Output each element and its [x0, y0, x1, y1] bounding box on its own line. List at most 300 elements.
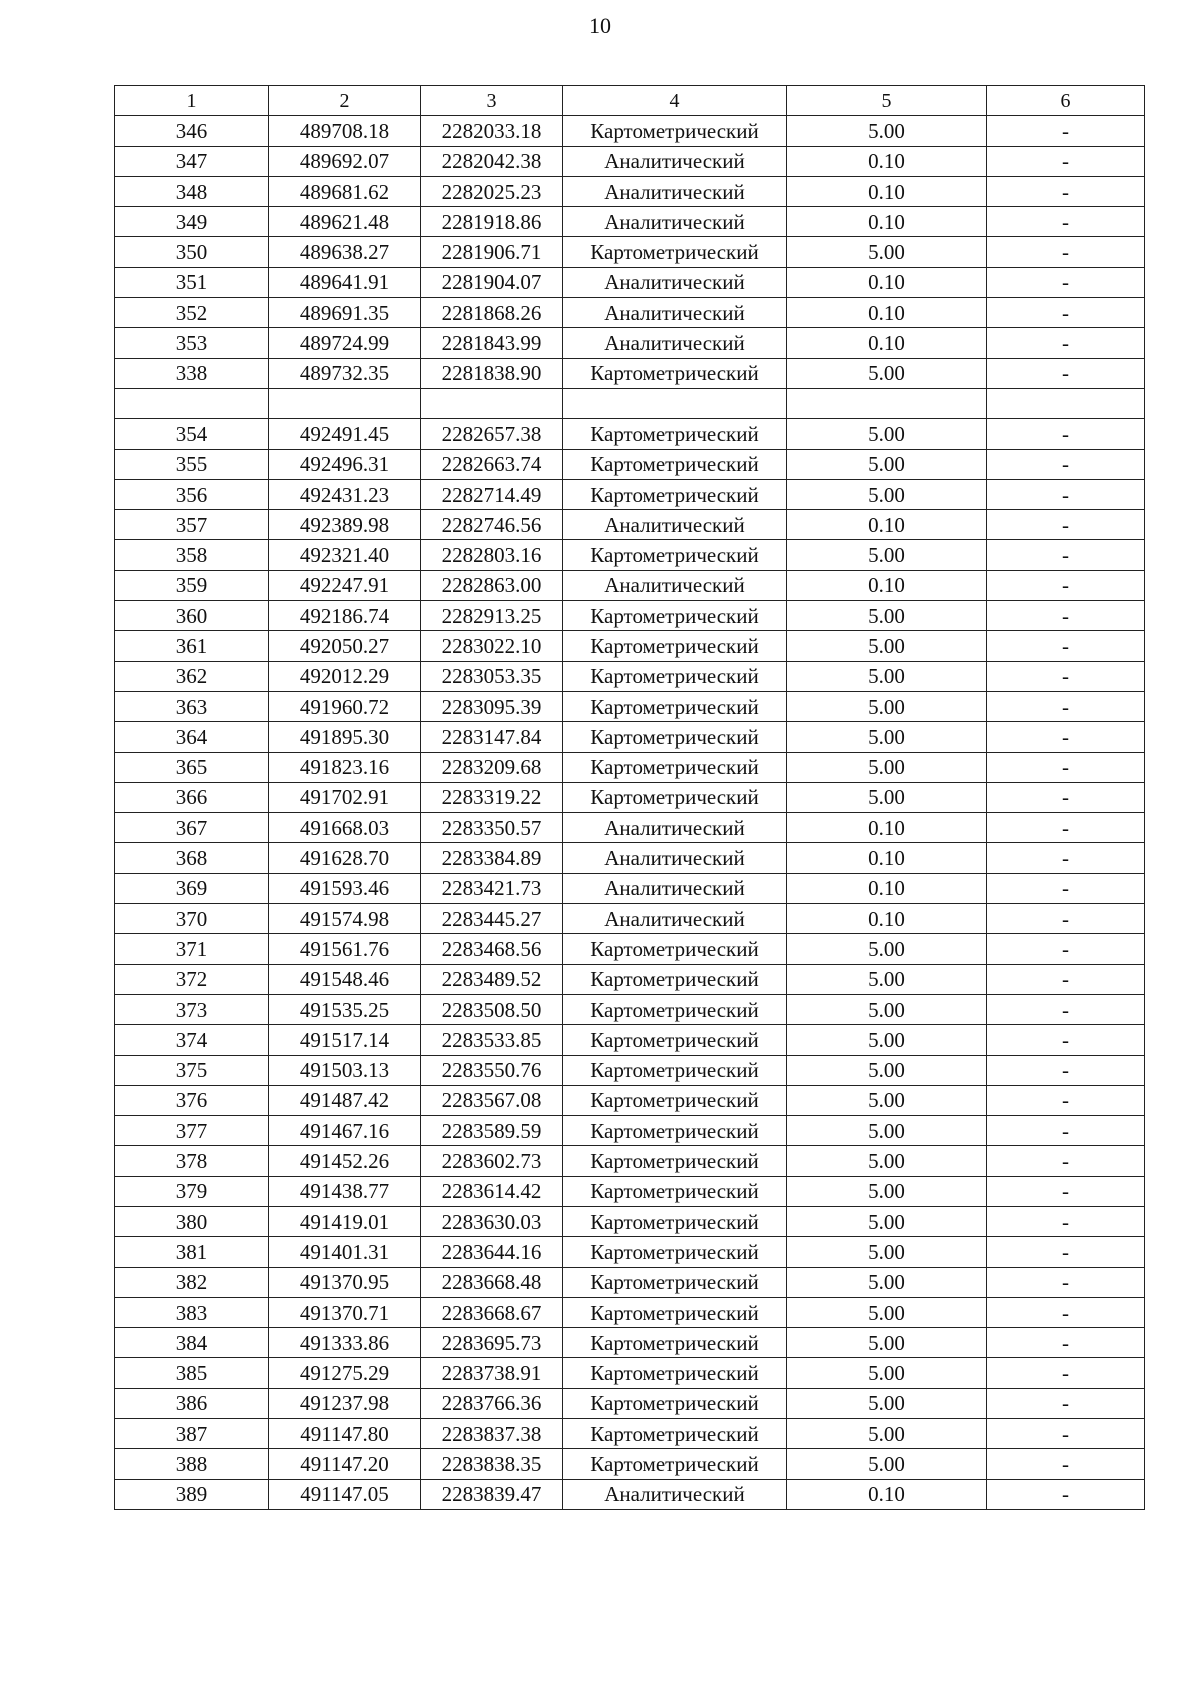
method-cell: Аналитический	[563, 510, 787, 540]
point-number-cell: 386	[115, 1388, 269, 1418]
x-coordinate-cell: 491503.13	[269, 1055, 421, 1085]
table-row	[115, 934, 1145, 964]
table-row	[115, 1267, 1145, 1297]
y-coordinate-cell: 2283838.35	[421, 1449, 563, 1479]
table-row	[115, 843, 1145, 873]
method-cell: Картометрический	[563, 1419, 787, 1449]
table-row	[115, 1358, 1145, 1388]
y-coordinate-cell: 2283695.73	[421, 1328, 563, 1358]
x-coordinate-cell: 491895.30	[269, 722, 421, 752]
accuracy-cell: 5.00	[787, 1055, 987, 1085]
note-cell: -	[987, 722, 1145, 752]
table-row	[115, 479, 1145, 509]
method-cell: Картометрический	[563, 1176, 787, 1206]
y-coordinate-cell: 2283147.84	[421, 722, 563, 752]
y-coordinate-cell: 2283350.57	[421, 813, 563, 843]
x-coordinate-cell: 492012.29	[269, 661, 421, 691]
y-coordinate-cell: 2283839.47	[421, 1479, 563, 1509]
y-coordinate-cell: 2282913.25	[421, 601, 563, 631]
point-number-cell: 372	[115, 964, 269, 994]
x-coordinate-cell: 491628.70	[269, 843, 421, 873]
table-row	[115, 813, 1145, 843]
note-cell: -	[987, 207, 1145, 237]
method-cell: Аналитический	[563, 176, 787, 206]
note-cell: -	[987, 1116, 1145, 1146]
y-coordinate-cell: 2282746.56	[421, 510, 563, 540]
accuracy-cell: 5.00	[787, 1116, 987, 1146]
table-row	[115, 540, 1145, 570]
table-row	[115, 1055, 1145, 1085]
point-number-cell: 377	[115, 1116, 269, 1146]
method-cell: Аналитический	[563, 904, 787, 934]
table-row	[115, 1206, 1145, 1236]
table-row	[115, 661, 1145, 691]
accuracy-cell: 5.00	[787, 752, 987, 782]
method-cell: Картометрический	[563, 540, 787, 570]
x-coordinate-cell: 492496.31	[269, 449, 421, 479]
y-coordinate-cell: 2282863.00	[421, 570, 563, 600]
table-row	[115, 601, 1145, 631]
note-cell: -	[987, 419, 1145, 449]
table-row	[115, 1297, 1145, 1327]
table-row	[115, 328, 1145, 358]
note-cell: -	[987, 904, 1145, 934]
table-row	[115, 873, 1145, 903]
accuracy-cell: 5.00	[787, 691, 987, 721]
accuracy-cell: 5.00	[787, 601, 987, 631]
table-row	[115, 904, 1145, 934]
x-coordinate-cell: 492186.74	[269, 601, 421, 631]
note-cell: -	[987, 691, 1145, 721]
y-coordinate-cell: 2283421.73	[421, 873, 563, 903]
point-number-cell: 370	[115, 904, 269, 934]
accuracy-cell: 0.10	[787, 1479, 987, 1509]
note-cell: -	[987, 1055, 1145, 1085]
column-header: 4	[563, 86, 787, 116]
accuracy-cell	[787, 388, 987, 418]
note-cell: -	[987, 1146, 1145, 1176]
accuracy-cell: 5.00	[787, 722, 987, 752]
column-header: 6	[987, 86, 1145, 116]
table-row	[115, 358, 1145, 388]
x-coordinate-cell: 491535.25	[269, 994, 421, 1024]
y-coordinate-cell: 2283589.59	[421, 1116, 563, 1146]
point-number-cell: 348	[115, 176, 269, 206]
y-coordinate-cell: 2281868.26	[421, 298, 563, 328]
point-number-cell: 356	[115, 479, 269, 509]
accuracy-cell: 5.00	[787, 661, 987, 691]
note-cell: -	[987, 601, 1145, 631]
y-coordinate-cell: 2283738.91	[421, 1358, 563, 1388]
x-coordinate-cell: 491147.80	[269, 1419, 421, 1449]
accuracy-cell: 5.00	[787, 1297, 987, 1327]
note-cell: -	[987, 964, 1145, 994]
table-row	[115, 1176, 1145, 1206]
method-cell: Аналитический	[563, 146, 787, 176]
method-cell: Картометрический	[563, 1116, 787, 1146]
point-number-cell	[115, 388, 269, 418]
note-cell: -	[987, 449, 1145, 479]
table-row	[115, 237, 1145, 267]
accuracy-cell: 5.00	[787, 782, 987, 812]
accuracy-cell: 5.00	[787, 540, 987, 570]
column-header: 5	[787, 86, 987, 116]
point-number-cell: 360	[115, 601, 269, 631]
accuracy-cell: 0.10	[787, 176, 987, 206]
point-number-cell: 368	[115, 843, 269, 873]
method-cell: Аналитический	[563, 843, 787, 873]
note-cell: -	[987, 1267, 1145, 1297]
x-coordinate-cell: 491960.72	[269, 691, 421, 721]
method-cell: Картометрический	[563, 1206, 787, 1236]
table-row	[115, 146, 1145, 176]
x-coordinate-cell: 491467.16	[269, 1116, 421, 1146]
y-coordinate-cell: 2283209.68	[421, 752, 563, 782]
x-coordinate-cell: 489691.35	[269, 298, 421, 328]
point-number-cell: 388	[115, 1449, 269, 1479]
table-row	[115, 267, 1145, 297]
point-number-cell: 351	[115, 267, 269, 297]
note-cell: -	[987, 873, 1145, 903]
method-cell: Картометрический	[563, 358, 787, 388]
x-coordinate-cell: 491702.91	[269, 782, 421, 812]
accuracy-cell: 5.00	[787, 1176, 987, 1206]
point-number-cell: 371	[115, 934, 269, 964]
accuracy-cell: 5.00	[787, 1025, 987, 1055]
accuracy-cell: 5.00	[787, 1206, 987, 1236]
point-number-cell: 383	[115, 1297, 269, 1327]
accuracy-cell: 0.10	[787, 843, 987, 873]
y-coordinate-cell: 2282042.38	[421, 146, 563, 176]
accuracy-cell: 5.00	[787, 1146, 987, 1176]
accuracy-cell: 0.10	[787, 298, 987, 328]
method-cell: Картометрический	[563, 1358, 787, 1388]
y-coordinate-cell: 2282714.49	[421, 479, 563, 509]
method-cell: Аналитический	[563, 267, 787, 297]
y-coordinate-cell: 2281906.71	[421, 237, 563, 267]
point-number-cell: 376	[115, 1085, 269, 1115]
method-cell: Аналитический	[563, 328, 787, 358]
x-coordinate-cell: 489692.07	[269, 146, 421, 176]
method-cell: Картометрический	[563, 1146, 787, 1176]
note-cell: -	[987, 540, 1145, 570]
method-cell: Картометрический	[563, 934, 787, 964]
x-coordinate-cell: 491147.20	[269, 1449, 421, 1479]
accuracy-cell: 5.00	[787, 631, 987, 661]
point-number-cell: 381	[115, 1237, 269, 1267]
table-row	[115, 1025, 1145, 1055]
method-cell: Картометрический	[563, 1055, 787, 1085]
method-cell: Картометрический	[563, 1085, 787, 1115]
note-cell: -	[987, 570, 1145, 600]
point-number-cell: 373	[115, 994, 269, 1024]
table-row	[115, 782, 1145, 812]
point-number-cell: 369	[115, 873, 269, 903]
point-number-cell: 374	[115, 1025, 269, 1055]
method-cell: Картометрический	[563, 1297, 787, 1327]
table-row	[115, 176, 1145, 206]
note-cell: -	[987, 1025, 1145, 1055]
accuracy-cell: 5.00	[787, 449, 987, 479]
note-cell: -	[987, 1206, 1145, 1236]
note-cell: -	[987, 1176, 1145, 1206]
table-row	[115, 1328, 1145, 1358]
point-number-cell: 347	[115, 146, 269, 176]
table-row	[115, 1419, 1145, 1449]
y-coordinate-cell: 2283644.16	[421, 1237, 563, 1267]
accuracy-cell: 5.00	[787, 479, 987, 509]
table-row	[115, 691, 1145, 721]
method-cell: Картометрический	[563, 449, 787, 479]
accuracy-cell: 5.00	[787, 934, 987, 964]
table-row	[115, 964, 1145, 994]
x-coordinate-cell: 489641.91	[269, 267, 421, 297]
method-cell: Картометрический	[563, 1237, 787, 1267]
point-number-cell: 349	[115, 207, 269, 237]
note-cell: -	[987, 1479, 1145, 1509]
point-number-cell: 338	[115, 358, 269, 388]
x-coordinate-cell: 491370.95	[269, 1267, 421, 1297]
point-number-cell: 350	[115, 237, 269, 267]
table-row	[115, 1146, 1145, 1176]
x-coordinate-cell: 489724.99	[269, 328, 421, 358]
point-number-cell: 362	[115, 661, 269, 691]
accuracy-cell: 5.00	[787, 116, 987, 146]
point-number-cell: 352	[115, 298, 269, 328]
accuracy-cell: 5.00	[787, 358, 987, 388]
note-cell: -	[987, 1358, 1145, 1388]
point-number-cell: 346	[115, 116, 269, 146]
y-coordinate-cell: 2283668.48	[421, 1267, 563, 1297]
note-cell	[987, 388, 1145, 418]
accuracy-cell: 5.00	[787, 1358, 987, 1388]
method-cell: Аналитический	[563, 873, 787, 903]
y-coordinate-cell: 2283837.38	[421, 1419, 563, 1449]
x-coordinate-cell: 491548.46	[269, 964, 421, 994]
x-coordinate-cell: 491668.03	[269, 813, 421, 843]
accuracy-cell: 5.00	[787, 1419, 987, 1449]
accuracy-cell: 0.10	[787, 570, 987, 600]
x-coordinate-cell: 492050.27	[269, 631, 421, 661]
accuracy-cell: 0.10	[787, 904, 987, 934]
y-coordinate-cell: 2281904.07	[421, 267, 563, 297]
x-coordinate-cell: 491517.14	[269, 1025, 421, 1055]
x-coordinate-cell: 491561.76	[269, 934, 421, 964]
point-number-cell: 378	[115, 1146, 269, 1176]
note-cell: -	[987, 1297, 1145, 1327]
method-cell: Картометрический	[563, 752, 787, 782]
method-cell: Аналитический	[563, 570, 787, 600]
method-cell: Картометрический	[563, 722, 787, 752]
note-cell: -	[987, 176, 1145, 206]
y-coordinate-cell: 2283508.50	[421, 994, 563, 1024]
x-coordinate-cell: 491147.05	[269, 1479, 421, 1509]
note-cell: -	[987, 994, 1145, 1024]
column-header: 2	[269, 86, 421, 116]
table-row	[115, 388, 1145, 418]
table-row	[115, 722, 1145, 752]
note-cell: -	[987, 843, 1145, 873]
table-row	[115, 1479, 1145, 1509]
note-cell: -	[987, 631, 1145, 661]
y-coordinate-cell: 2283022.10	[421, 631, 563, 661]
point-number-cell: 363	[115, 691, 269, 721]
table-row	[115, 1449, 1145, 1479]
method-cell: Картометрический	[563, 1025, 787, 1055]
note-cell: -	[987, 358, 1145, 388]
table-row	[115, 116, 1145, 146]
method-cell: Картометрический	[563, 1267, 787, 1297]
table-row	[115, 298, 1145, 328]
method-cell: Картометрический	[563, 1328, 787, 1358]
table-row	[115, 1085, 1145, 1115]
accuracy-cell: 0.10	[787, 328, 987, 358]
accuracy-cell: 0.10	[787, 813, 987, 843]
y-coordinate-cell: 2281843.99	[421, 328, 563, 358]
table-header-row	[115, 86, 1145, 116]
y-coordinate-cell: 2283766.36	[421, 1388, 563, 1418]
x-coordinate-cell: 489708.18	[269, 116, 421, 146]
method-cell: Картометрический	[563, 419, 787, 449]
column-header: 1	[115, 86, 269, 116]
point-number-cell: 357	[115, 510, 269, 540]
point-number-cell: 380	[115, 1206, 269, 1236]
accuracy-cell: 5.00	[787, 1388, 987, 1418]
note-cell: -	[987, 813, 1145, 843]
y-coordinate-cell: 2283384.89	[421, 843, 563, 873]
table-row	[115, 1388, 1145, 1418]
point-number-cell: 361	[115, 631, 269, 661]
point-number-cell: 385	[115, 1358, 269, 1388]
accuracy-cell: 0.10	[787, 873, 987, 903]
x-coordinate-cell: 489621.48	[269, 207, 421, 237]
table-row	[115, 1237, 1145, 1267]
x-coordinate-cell: 491593.46	[269, 873, 421, 903]
point-number-cell: 382	[115, 1267, 269, 1297]
method-cell: Картометрический	[563, 1388, 787, 1418]
point-number-cell: 359	[115, 570, 269, 600]
method-cell: Аналитический	[563, 207, 787, 237]
point-number-cell: 379	[115, 1176, 269, 1206]
x-coordinate-cell: 491452.26	[269, 1146, 421, 1176]
y-coordinate-cell: 2281838.90	[421, 358, 563, 388]
point-number-cell: 375	[115, 1055, 269, 1085]
table-row	[115, 207, 1145, 237]
x-coordinate-cell: 489638.27	[269, 237, 421, 267]
x-coordinate-cell: 491237.98	[269, 1388, 421, 1418]
point-number-cell: 387	[115, 1419, 269, 1449]
y-coordinate-cell: 2282663.74	[421, 449, 563, 479]
note-cell: -	[987, 146, 1145, 176]
method-cell: Картометрический	[563, 661, 787, 691]
accuracy-cell: 5.00	[787, 419, 987, 449]
page-number: 10	[589, 13, 611, 38]
table-row	[115, 570, 1145, 600]
y-coordinate-cell: 2283602.73	[421, 1146, 563, 1176]
accuracy-cell: 5.00	[787, 964, 987, 994]
accuracy-cell: 5.00	[787, 1449, 987, 1479]
accuracy-cell: 5.00	[787, 1328, 987, 1358]
accuracy-cell: 5.00	[787, 1237, 987, 1267]
y-coordinate-cell: 2283445.27	[421, 904, 563, 934]
note-cell: -	[987, 510, 1145, 540]
point-number-cell: 366	[115, 782, 269, 812]
point-number-cell: 354	[115, 419, 269, 449]
table-row	[115, 752, 1145, 782]
y-coordinate-cell	[421, 388, 563, 418]
method-cell: Картометрический	[563, 116, 787, 146]
note-cell: -	[987, 661, 1145, 691]
y-coordinate-cell: 2282803.16	[421, 540, 563, 570]
note-cell: -	[987, 1237, 1145, 1267]
note-cell: -	[987, 1449, 1145, 1479]
point-number-cell: 364	[115, 722, 269, 752]
table-row	[115, 510, 1145, 540]
x-coordinate-cell: 491401.31	[269, 1237, 421, 1267]
note-cell: -	[987, 116, 1145, 146]
accuracy-cell: 5.00	[787, 237, 987, 267]
point-number-cell: 384	[115, 1328, 269, 1358]
x-coordinate-cell: 492247.91	[269, 570, 421, 600]
method-cell: Картометрический	[563, 631, 787, 661]
table-row	[115, 1116, 1145, 1146]
note-cell: -	[987, 328, 1145, 358]
x-coordinate-cell: 491370.71	[269, 1297, 421, 1327]
note-cell: -	[987, 934, 1145, 964]
accuracy-cell: 5.00	[787, 1267, 987, 1297]
note-cell: -	[987, 1328, 1145, 1358]
y-coordinate-cell: 2283668.67	[421, 1297, 563, 1327]
note-cell: -	[987, 267, 1145, 297]
y-coordinate-cell: 2283468.56	[421, 934, 563, 964]
accuracy-cell: 0.10	[787, 207, 987, 237]
coordinates-table-body	[115, 86, 1145, 1510]
x-coordinate-cell: 492389.98	[269, 510, 421, 540]
table-row	[115, 419, 1145, 449]
point-number-cell: 355	[115, 449, 269, 479]
y-coordinate-cell: 2283533.85	[421, 1025, 563, 1055]
method-cell: Картометрический	[563, 479, 787, 509]
note-cell: -	[987, 298, 1145, 328]
table-row	[115, 994, 1145, 1024]
y-coordinate-cell: 2283550.76	[421, 1055, 563, 1085]
x-coordinate-cell: 491438.77	[269, 1176, 421, 1206]
table-row	[115, 449, 1145, 479]
table-row	[115, 631, 1145, 661]
note-cell: -	[987, 237, 1145, 267]
x-coordinate-cell: 491823.16	[269, 752, 421, 782]
method-cell: Аналитический	[563, 813, 787, 843]
y-coordinate-cell: 2282033.18	[421, 116, 563, 146]
coordinates-table	[114, 85, 1145, 1510]
point-number-cell: 365	[115, 752, 269, 782]
x-coordinate-cell: 489732.35	[269, 358, 421, 388]
y-coordinate-cell: 2283630.03	[421, 1206, 563, 1236]
x-coordinate-cell: 489681.62	[269, 176, 421, 206]
y-coordinate-cell: 2283053.35	[421, 661, 563, 691]
method-cell: Картометрический	[563, 691, 787, 721]
method-cell: Картометрический	[563, 964, 787, 994]
accuracy-cell: 0.10	[787, 267, 987, 297]
column-header: 3	[421, 86, 563, 116]
x-coordinate-cell: 491419.01	[269, 1206, 421, 1236]
accuracy-cell: 0.10	[787, 510, 987, 540]
y-coordinate-cell: 2281918.86	[421, 207, 563, 237]
x-coordinate-cell: 491487.42	[269, 1085, 421, 1115]
method-cell: Картометрический	[563, 601, 787, 631]
note-cell: -	[987, 479, 1145, 509]
note-cell: -	[987, 1419, 1145, 1449]
